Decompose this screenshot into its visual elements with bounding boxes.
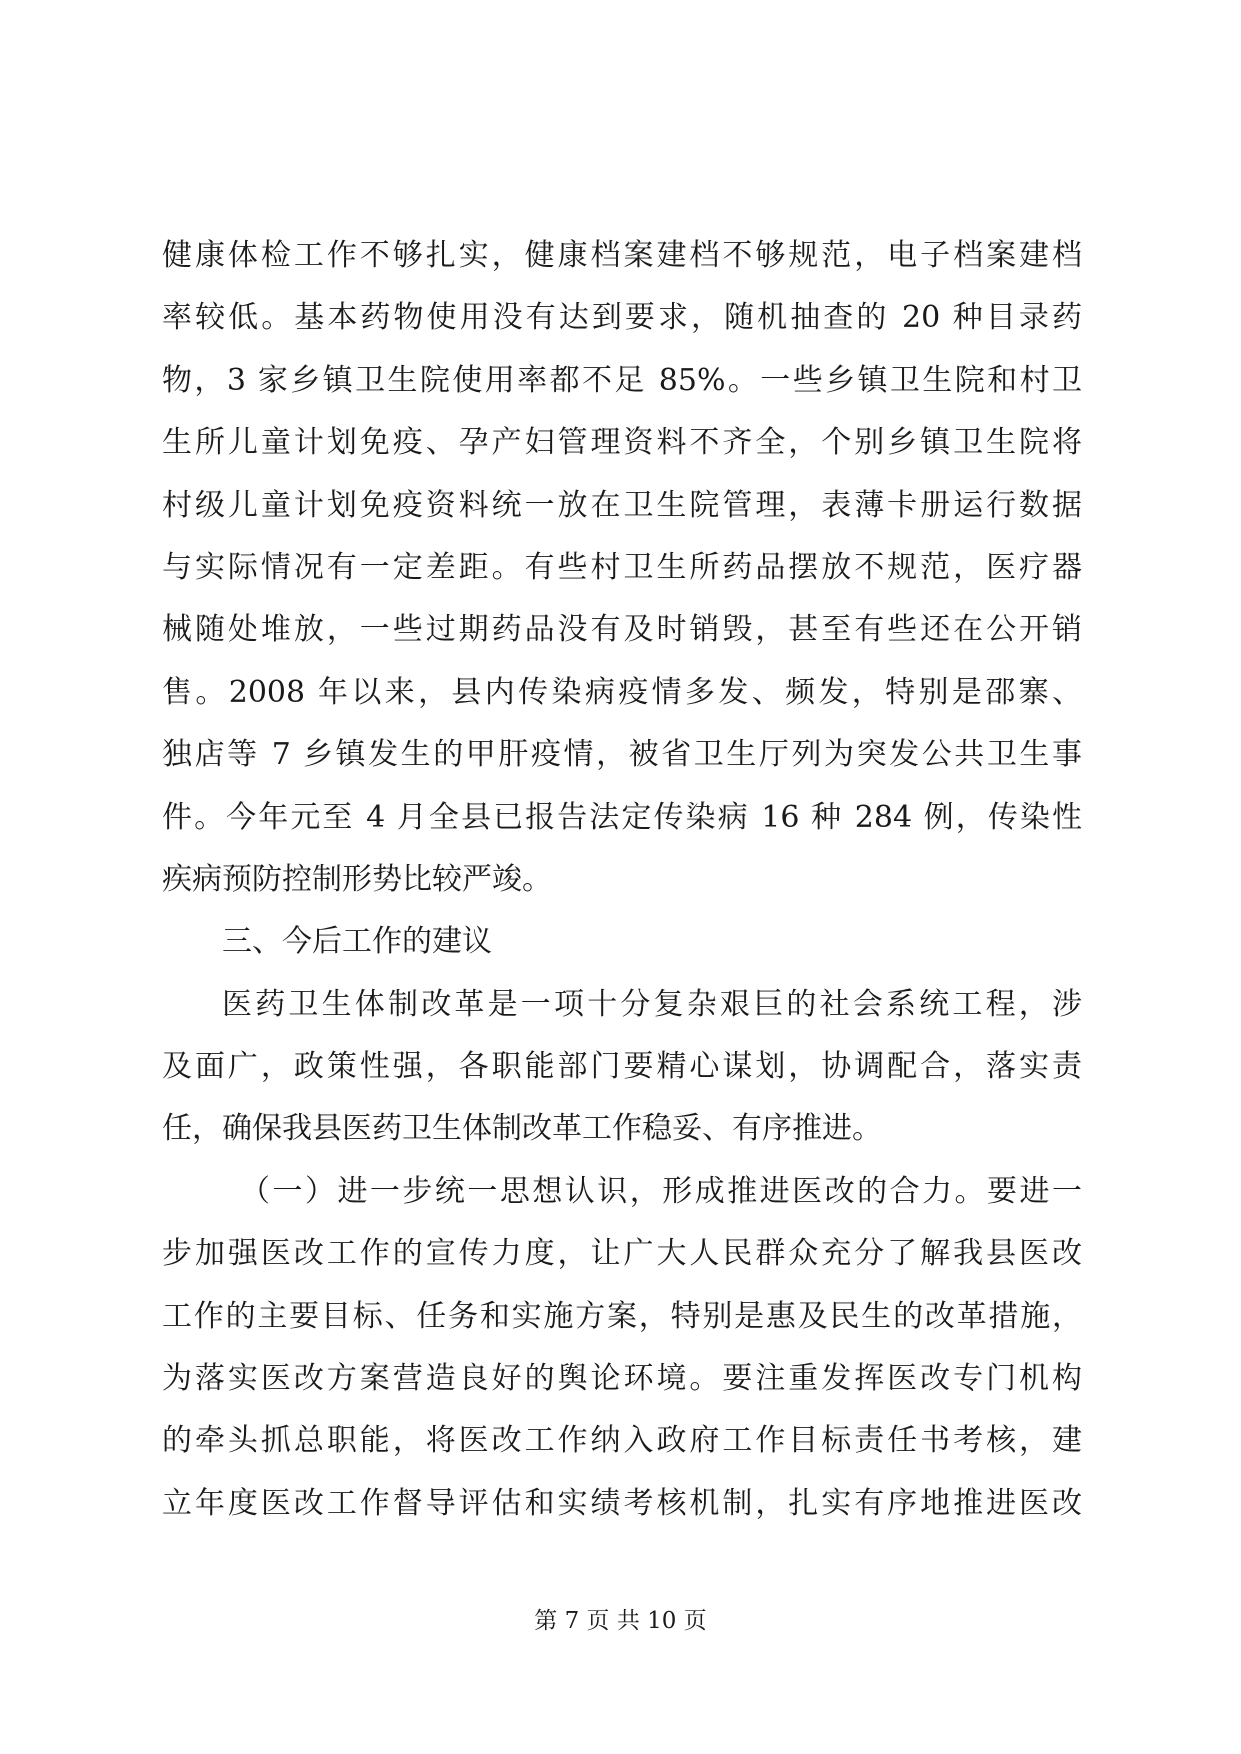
- text-line: 物，3 家乡镇卫生院使用率都不足 85%。一些乡镇卫生院和村卫: [162, 362, 1082, 398]
- text-line: 疾病预防控制形势比较严竣。: [162, 861, 552, 897]
- text-line: 率较低。基本药物使用没有达到要求，随机抽查的 20 种目录药: [162, 300, 1082, 336]
- text-line: 械随处堆放，一些过期药品没有及时销毁，甚至有些还在公开销: [162, 612, 1082, 648]
- text-line: 工作的主要目标、任务和实施方案，特别是惠及民生的改革措施，: [162, 1298, 1082, 1334]
- document-body: [162, 225, 1082, 1535]
- text-line: 立年度医改工作督导评估和实绩考核机制，扎实有序地推进医改: [162, 1485, 1082, 1521]
- section-heading: 三、今后工作的建议: [222, 924, 492, 960]
- text-line: 及面广，政策性强，各职能部门要精心谋划，协调配合，落实责: [162, 1049, 1082, 1085]
- text-line: 村级儿童计划免疫资料统一放在卫生院管理，表薄卡册运行数据: [162, 487, 1082, 523]
- text-line: 的牵头抓总职能，将医改工作纳入政府工作目标责任书考核，建: [162, 1423, 1082, 1459]
- page-number-footer: 第 7 页 共 10 页: [534, 1608, 707, 1634]
- text-line: 医药卫生体制改革是一项十分复杂艰巨的社会系统工程，涉: [222, 986, 1082, 1022]
- text-line: 独店等 7 乡镇发生的甲肝疫情，被省卫生厅列为突发公共卫生事: [162, 737, 1082, 773]
- text-line: 件。今年元至 4 月全县已报告法定传染病 16 种 284 例，传染性: [162, 799, 1082, 835]
- text-line: 步加强医改工作的宣传力度，让广大人民群众充分了解我县医改: [162, 1236, 1082, 1272]
- text-line: 售。2008 年以来，县内传染病疫情多发、频发，特别是邵寨、: [162, 674, 1082, 710]
- text-line: 为落实医改方案营造良好的舆论环境。要注重发挥医改专门机构: [162, 1361, 1082, 1397]
- text-line: 生所儿童计划免疫、孕产妇管理资料不齐全，个别乡镇卫生院将: [162, 425, 1082, 461]
- text-line: 任，确保我县医药卫生体制改革工作稳妥、有序推进。: [162, 1111, 882, 1147]
- subsection-heading: （一）进一步统一思想认识，形成推进医改的合力。要进一: [240, 1173, 1082, 1209]
- text-line: 与实际情况有一定差距。有些村卫生所药品摆放不规范，医疗器: [162, 549, 1082, 585]
- text-line: 健康体检工作不够扎实，健康档案建档不够规范，电子档案建档: [162, 238, 1082, 273]
